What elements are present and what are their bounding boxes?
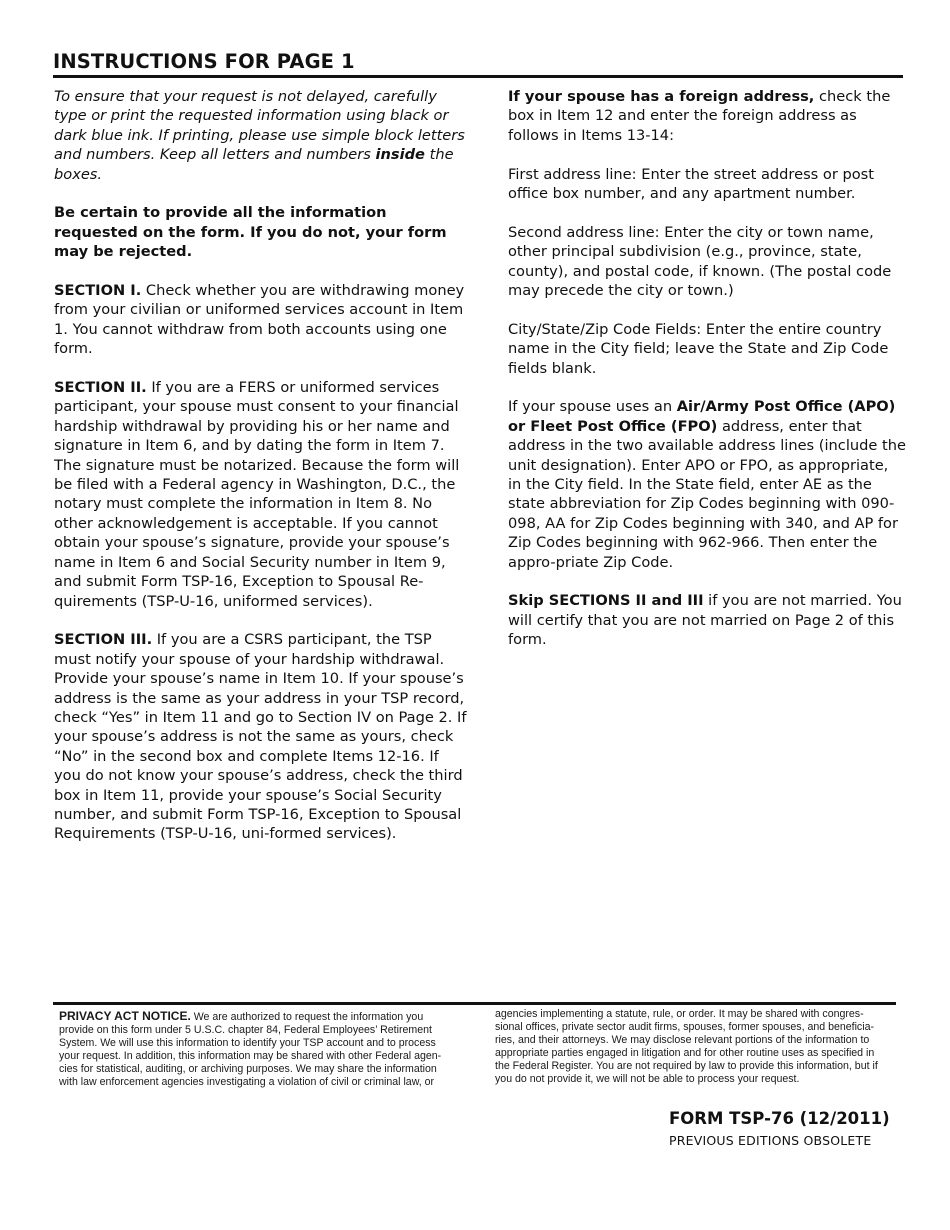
city-state-zip-paragraph: City/State/Zip Code Fields: Enter the entire country name in the City field; leave the State and Zip Code fields blank. bbox=[508, 320, 889, 377]
apo-intro: If your spouse uses an bbox=[508, 398, 677, 416]
apo-fpo-paragraph bbox=[508, 397, 906, 572]
section-3-label: SECTION III. bbox=[54, 631, 153, 649]
right-column bbox=[508, 87, 906, 669]
section-2-paragraph bbox=[54, 378, 468, 611]
intro-emphasis: inside bbox=[375, 146, 425, 164]
first-address-line-paragraph: First address line: Enter the street address or post office box number, and any apartment number. bbox=[508, 165, 874, 203]
intro-paragraph bbox=[54, 87, 468, 184]
skip-sections-text: if you are not married. You will certify that you are not married on Page 2 of this form. bbox=[508, 592, 902, 649]
foreign-address-text: check the box in Item 12 and enter the foreign address as follows in Items 13-14: bbox=[508, 88, 891, 144]
section-3-text: If you are a CSRS participant, the TSP must notify your spouse of your hardship withdrawal. Provide your spouse’s name in Item 10. If your spouse’s address is the same as your address in your TSP record, check “Yes” in Item 11 and go to Section IV on Page 2. If your spouse’s address is not the same as yours, check “No” in the second box and complete Items 12-16. If you do not know your spouse’s address, check the third box in Item 11, provide your spouse’s Social Security number, and submit Form TSP-16, Exception to Spousal Requirements (TSP-U-16, uni-formed services). bbox=[54, 631, 467, 843]
section-2-text: If you are a FERS or uniformed services participant, your spouse must consent to your financial hardship withdrawal by providing his or her name and signature in Item 6, and by dating the form in Item 7. The signature must be notarized. Because the form will be filed with a Federal agency in Washington, D.C., the notary must complete the information in Item 8. No other acknowledgement is acceptable. If you cannot obtain your spouse’s signature, provide your spouse’s name in Item 6 and Social Security number in Item 9, and submit Form TSP-16, Exception to Spousal Re-quirements (TSP-U-16, uniformed services). bbox=[54, 379, 460, 610]
section-2-label: SECTION II. bbox=[54, 379, 147, 397]
form-identifier: FORM TSP-76 (12/2011) bbox=[669, 1109, 890, 1128]
intro-text: To ensure that your request is not delayed, carefully type or print the requested information using black or dark blue ink. If printing, please use simple block letters and numbers. Keep all letters and numbers bbox=[54, 88, 465, 164]
section-1-text: Check whether you are withdrawing money from your civilian or uniformed services account in Item 1. You cannot withdraw from both accounts using one form. bbox=[54, 282, 465, 358]
section-3-paragraph bbox=[54, 630, 468, 843]
foreign-address-paragraph bbox=[508, 87, 906, 145]
privacy-notice-left bbox=[59, 1010, 455, 1088]
editions-notice: PREVIOUS EDITIONS OBSOLETE bbox=[669, 1133, 872, 1148]
skip-sections-label: Skip SECTIONS II and III bbox=[508, 592, 704, 610]
second-address-line-paragraph: Second address line: Enter the city or town name, other principal subdivision (e.g., province, state, county), and postal code, if known. (The postal code may precede the city or town.) bbox=[508, 223, 892, 300]
section-1-paragraph bbox=[54, 281, 468, 359]
apo-text: address, enter that address in the two available address lines (include the unit designation). Enter APO or FPO, as appropriate, in the City field. In the State field, enter AE as the state abbreviation for Zip Codes beginning with 090-098, AA for Zip Codes beginning with 340, and AP for Zip Codes beginning with 962-966. Then enter the appro-priate Zip Code. bbox=[508, 417, 906, 571]
foreign-address-label: If your spouse has a foreign address, bbox=[508, 88, 815, 105]
privacy-notice-title: PRIVACY ACT NOTICE. bbox=[59, 1009, 191, 1023]
left-column bbox=[54, 87, 468, 863]
intro-text-end: the boxes. bbox=[54, 146, 454, 183]
privacy-divider bbox=[53, 1002, 896, 1005]
warning-paragraph: Be certain to provide all the information requested on the form. If you do not, your form may be rejected. bbox=[54, 204, 447, 261]
privacy-notice-right: agencies implementing a statute, rule, or order. It may be shared with congres-sional offices, private sector audit firms, spouses, former spouses, and beneficia-ries, and their attorneys. We may disclose relevant portions of the information to appropriate parties engaged in litigation and for other routine uses as specified in the Federal Register. You are not required by law to provide this information, but if you do not provide it, we will not be able to process your request. bbox=[495, 1008, 878, 1085]
privacy-notice-text-left: We are authorized to request the information you provide on this form under 5 U.S.C. chapter 84, Federal Employees’ Retirement System. We will use this information to identify your TSP account and to process your request. In addition, this information may be shared with other Federal agen-cies for statistical, auditing, or archiving purposes. We may share the information with law enforcement agencies investigating a violation of civil or criminal law, or bbox=[59, 1011, 442, 1088]
apo-label: Air/Army Post Office (APO) or Fleet Post Office (FPO) bbox=[508, 398, 896, 435]
heading-divider bbox=[53, 75, 903, 78]
page-title: INSTRUCTIONS FOR PAGE 1 bbox=[53, 50, 355, 73]
section-1-label: SECTION I. bbox=[54, 282, 142, 300]
skip-sections-paragraph bbox=[508, 591, 906, 649]
